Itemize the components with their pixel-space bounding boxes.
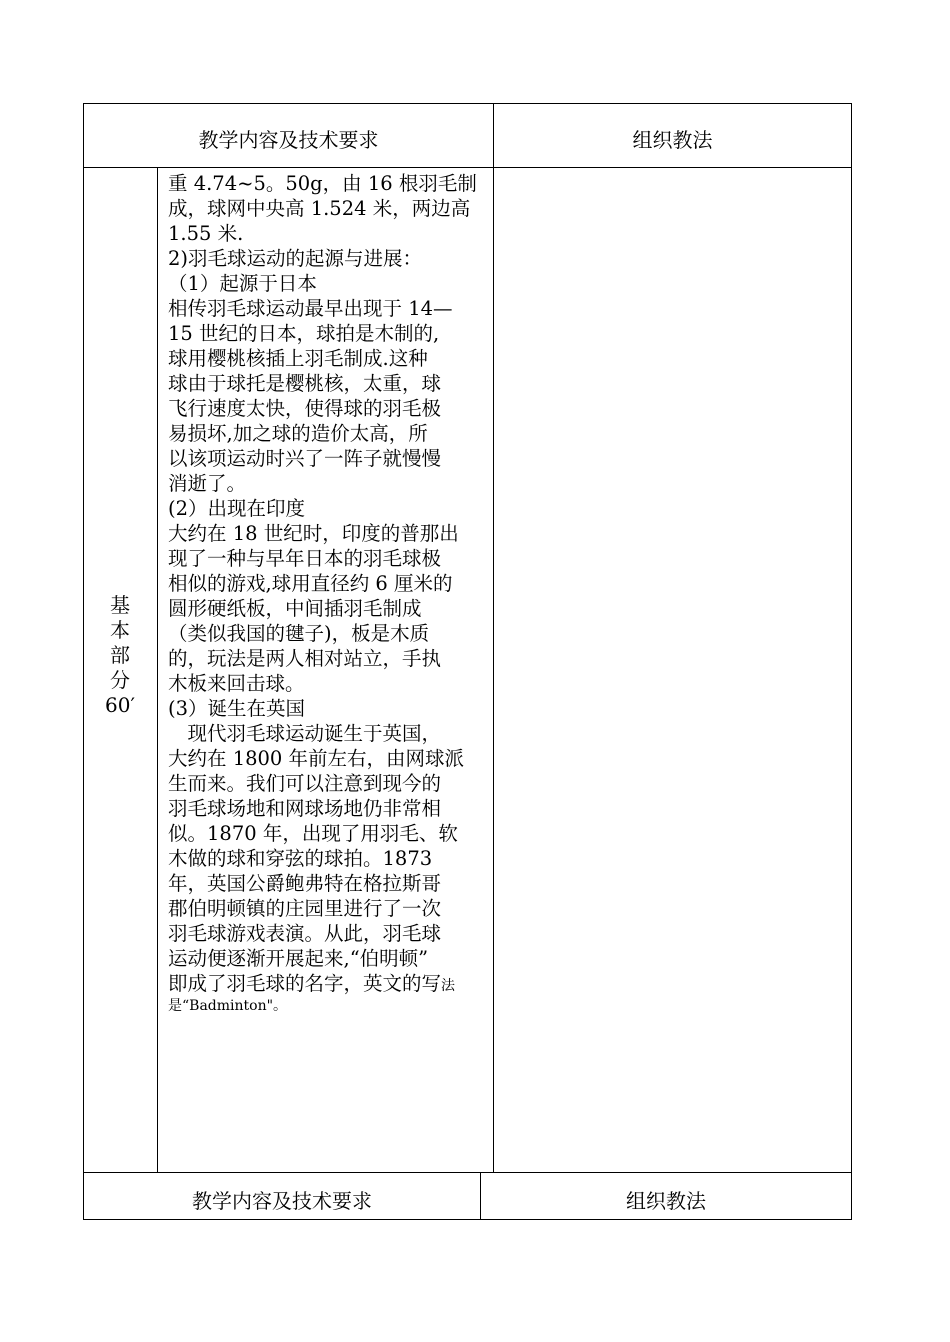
content-line: 现代羽毛球运动诞生于英国， bbox=[168, 722, 442, 745]
content-line: 1.55 米. bbox=[168, 222, 244, 245]
content-line: 易损坏,加之球的造价太高，所 bbox=[168, 422, 428, 445]
section-label-char: 分 bbox=[110, 668, 130, 692]
content-line: 的，玩法是两人相对站立，手执 bbox=[168, 647, 442, 670]
content-line-final: 是“Badminton"。 bbox=[168, 998, 288, 1014]
section-label-char: 基 bbox=[110, 593, 130, 617]
content-line: 重 4.74~5。50g，由 16 根羽毛制 bbox=[168, 172, 477, 195]
content-line: 运动便逐渐开展起来,“伯明顿” bbox=[168, 947, 429, 970]
content-line: 木板来回击球。 bbox=[168, 672, 305, 695]
content-line: 郡伯明顿镇的庄园里进行了一次 bbox=[168, 897, 442, 920]
content-line: (3）诞生在英国 bbox=[168, 697, 306, 720]
header-divider bbox=[83, 167, 852, 168]
content-line bbox=[168, 971, 494, 996]
content-line: （类似我国的毽子)，板是木质 bbox=[168, 622, 430, 645]
content-line: 成，球网中央高 1.524 米，两边高 bbox=[168, 197, 471, 220]
content-line: 2)羽毛球运动的起源与进展： bbox=[168, 247, 423, 270]
section-label-basic-part bbox=[96, 593, 144, 718]
content-line: 羽毛球场地和网球场地仍非常相 bbox=[168, 797, 442, 820]
content-line-main: 即成了羽毛球的名字，英文的写 bbox=[168, 972, 442, 995]
content-body bbox=[168, 171, 494, 1016]
table-border-bottom bbox=[83, 1219, 852, 1220]
section-label-char: 部 bbox=[110, 643, 130, 667]
content-line: 飞行速度太快，使得球的羽毛极 bbox=[168, 397, 442, 420]
content-line: 大约在 18 世纪时，印度的普那出 bbox=[168, 522, 459, 545]
content-line: 年，英国公爵鲍弗特在格拉斯哥 bbox=[168, 872, 442, 895]
content-line: 以该项运动时兴了一阵子就慢慢 bbox=[168, 447, 442, 470]
content-line: 15 世纪的日本，球拍是木制的, bbox=[168, 322, 440, 345]
content-line: 现了一种与早年日本的羽毛球极 bbox=[168, 547, 442, 570]
content-line: 相传羽毛球运动最早出现于 14— bbox=[168, 297, 453, 320]
table-border-top bbox=[83, 103, 852, 104]
section-label-duration: 60′ bbox=[105, 693, 135, 717]
column-divider-side bbox=[157, 167, 158, 1173]
content-line: 圆形硬纸板，中间插羽毛制成 bbox=[168, 597, 422, 620]
content-line: (2）出现在印度 bbox=[168, 497, 306, 520]
content-line: 大约在 1800 年前左右，由网球派 bbox=[168, 747, 465, 770]
footer-organization-method: 组织教法 bbox=[626, 1189, 706, 1213]
content-line-small: 法 bbox=[441, 978, 456, 994]
table-border-right bbox=[851, 103, 852, 1220]
content-line: 球用樱桃核插上羽毛制成.这种 bbox=[168, 347, 428, 370]
footer-content-requirements: 教学内容及技术要求 bbox=[192, 1189, 372, 1213]
content-line: 球由于球托是樱桃核，太重，球 bbox=[168, 372, 442, 395]
content-line: 羽毛球游戏表演。从此，羽毛球 bbox=[168, 922, 442, 945]
table-border-left bbox=[83, 103, 84, 1220]
header-organization-method: 组织教法 bbox=[632, 128, 713, 152]
content-line: 消逝了。 bbox=[168, 472, 247, 495]
content-line: （1）起源于日本 bbox=[168, 272, 317, 295]
section-label-char: 本 bbox=[110, 618, 130, 642]
body-bottom-divider bbox=[83, 1172, 852, 1173]
content-line: 似。1870 年，出现了用羽毛、软 bbox=[168, 822, 458, 845]
content-line: 生而来。我们可以注意到现今的 bbox=[168, 772, 442, 795]
header-content-requirements: 教学内容及技术要求 bbox=[198, 128, 379, 152]
content-line: 相似的游戏,球用直径约 6 厘米的 bbox=[168, 572, 453, 595]
content-line: 木做的球和穿弦的球拍。1873 bbox=[168, 847, 433, 870]
